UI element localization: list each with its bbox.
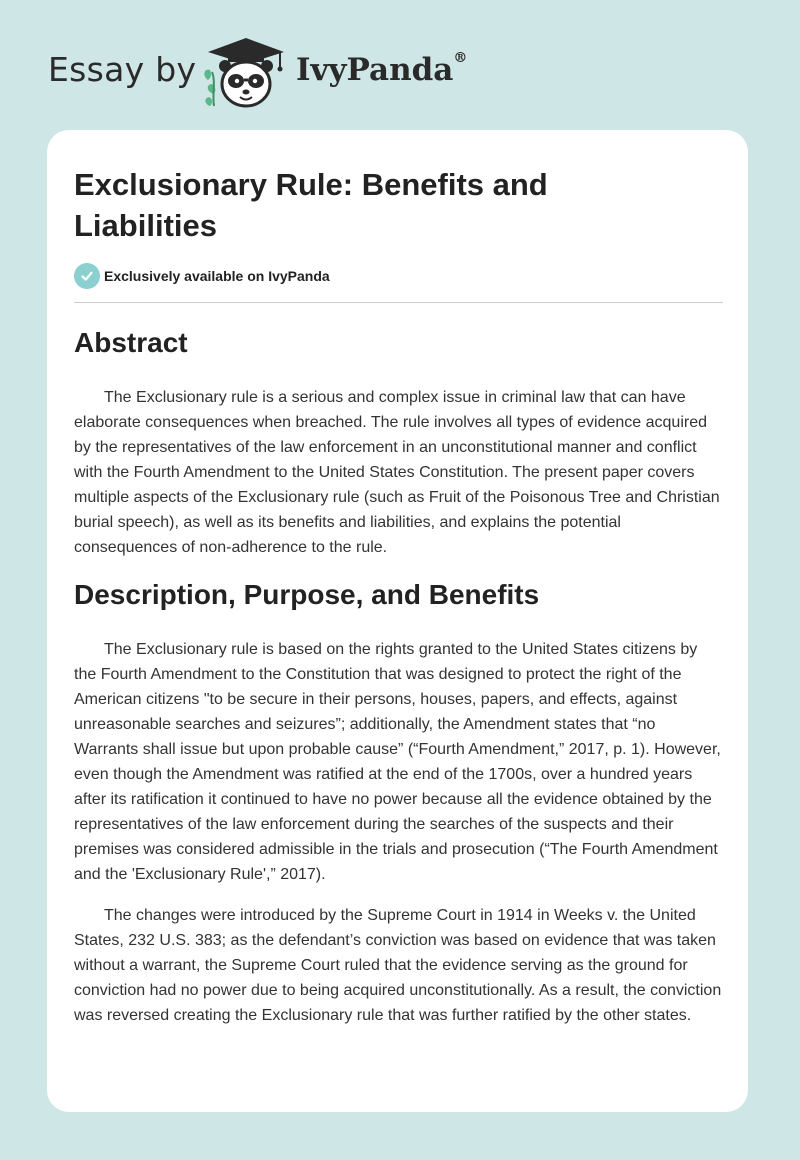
essay-by-label: Essay by [48,50,197,89]
essay-card [47,130,748,1112]
ivypanda-logo-icon[interactable] [200,36,292,110]
description-paragraph-2: The changes were introduced by the Supreme Court in 1914 in Weeks v. the United States, 232 U.S. 383; as the defendant’s conviction was based on evidence that was taken without a warrant, the Supreme Court ruled that the evidence serving as the ground for conviction had no power due to being acquired unconstitutionally. As a result, the conviction was reversed creating the Exclusionary rule that was further ratified by the other states. [74,907,722,1024]
exclusive-badge [74,263,330,289]
abstract-paragraph: The Exclusionary rule is a serious and complex issue in criminal law that can have elaborate consequences when breached. The rule involves all types of evidence acquired by the representatives of the law enforcement in an unconstitutional manner and conflict with the Fourth Amendment to the United States Constitution. The present paper covers multiple aspects of the Exclusionary rule (such as Fruit of the Poisonous Tree and Christian burial speech), as well as its benefits and liabilities, and explains the potential consequences of non-adherence to the rule. [74,389,720,556]
check-icon [74,263,100,289]
section-heading-abstract: Abstract [74,327,188,358]
description-paragraph-1: The Exclusionary rule is based on the rights granted to the United States citizens by the Fourth Amendment to the Constitution that was designed to protect the right of the American citizens "to be secure in their persons, houses, papers, and effects, against unreasonable searches and seizures”; additionally, the Amendment states that “no Warrants shall issue but upon probable cause” (“Fourth Amendment,” 2017, p. 1). However, even though the Amendment was ratified at the end of the 1700s, over a hundred years after its ratification it continued to have no power because all the evidence obtained by the representatives of the law enforcement during the searches of the suspects and their premises was considered admissible in the trials and prosecution (“The Fourth Amendment and the 'Exclusionary Rule',” 2017). [74,641,721,883]
site-header [48,32,548,110]
section-heading-description: Description, Purpose, and Benefits [74,579,540,610]
exclusive-label: Exclusively available on IvyPanda [104,268,330,284]
essay-title: Exclusionary Rule: Benefits and Liabilities [74,167,548,243]
brand-text: IvyPanda [296,52,454,88]
brand-name[interactable] [296,52,467,88]
registered-mark: ® [453,50,468,66]
divider [74,302,723,303]
